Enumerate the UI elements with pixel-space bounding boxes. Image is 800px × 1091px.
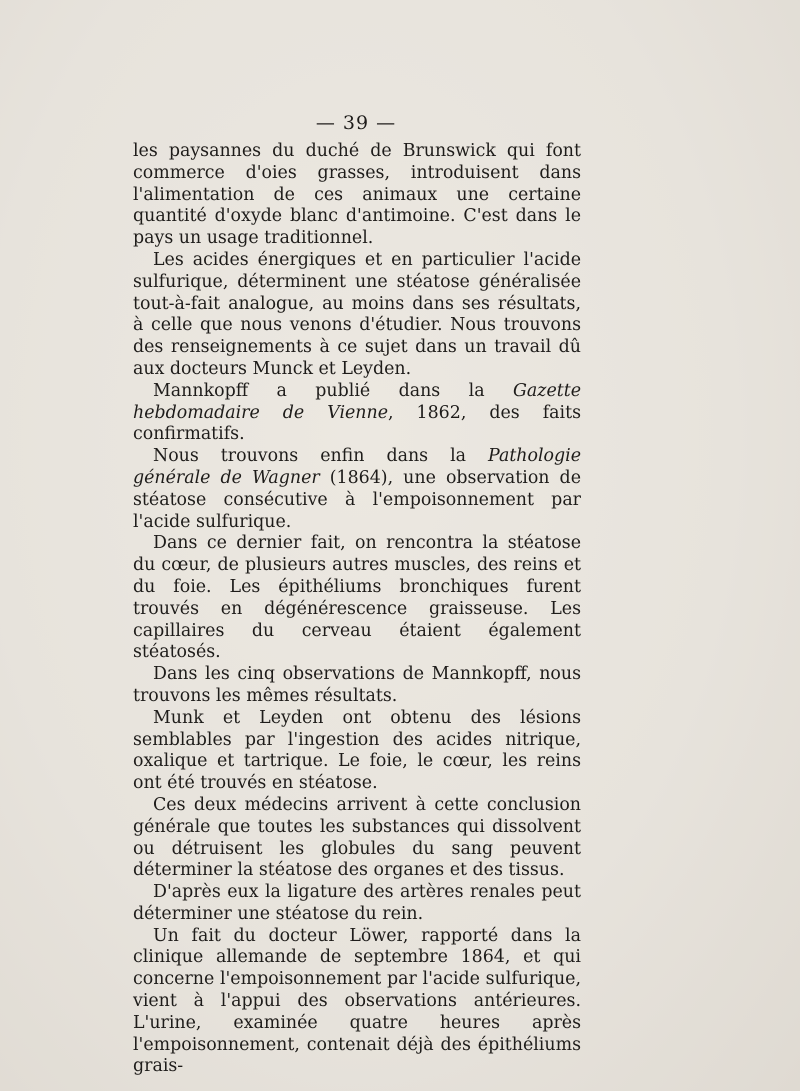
text-run: Nous trouvons enfin dans la	[153, 446, 489, 467]
text-run: Un fait du docteur Löwer, rapporté dans la clinique allemande de septembre 1864, et qui concerne l'empoisonnement par l'acide sulfurique, vient à l'appui des observations antérieures. L'urine, examinée quatre heures après l'empoisonnement, contenait déjà des épithéliums grais-	[133, 925, 581, 1077]
paragraph	[133, 664, 581, 708]
text-run: (1864), une observation de stéatose consécutive à l'empoisonnement par l'acide sulfurique.	[133, 467, 581, 532]
paragraph	[133, 141, 581, 250]
text-run: Dans ce dernier fait, on rencontra la stéatose du cœur, de plusieurs autres muscles, des reins et du foie. Les épithéliums bronchiques furent trouvés en dégénérescence graisseuse. Les capillaires du cerveau étaient également stéatosés.	[133, 533, 581, 663]
paragraph	[133, 250, 581, 381]
paragraph	[133, 926, 581, 1079]
italic-title: Gazette hebdomadaire de Vienne	[133, 380, 581, 423]
text-run: D'après eux la ligature des artères renales peut déterminer une stéatose du rein.	[133, 882, 581, 924]
paragraph	[133, 446, 581, 533]
paragraph	[133, 708, 581, 795]
text-run: Mannkopff a publié dans la	[153, 380, 514, 401]
paragraph	[133, 381, 581, 446]
text-run: Munk et Leyden ont obtenu des lésions semblables par l'ingestion des acides nitrique, oxalique et tartrique. Le foie, le cœur, les reins ont été trouvés en stéatose.	[133, 707, 581, 794]
text-run: Dans les cinq observations de Mannkopff, nous trouvons les mêmes résultats.	[133, 664, 581, 706]
paragraph	[133, 882, 581, 926]
page-number: — 39 —	[315, 112, 397, 134]
text-run: Les acides énergiques et en particulier l'acide sulfurique, déterminent une stéatose généralisée tout-à-fait analogue, au moins dans ses résultats, à celle que nous venons d'étudier. Nous trouvons des renseignements à ce sujet dans un travail dû aux docteurs Munck et Leyden.	[133, 249, 581, 379]
paragraph	[133, 533, 581, 664]
body-text	[133, 141, 581, 1078]
text-run: Ces deux médecins arrivent à cette conclusion générale que toutes les substances qui dissolvent ou détruisent les globules du sang peuvent déterminer la stéatose des organes et des tissus.	[133, 794, 581, 881]
text-run: les paysannes du duché de Brunswick qui font commerce d'oies grasses, introduisent dans l'alimentation de ces animaux une certaine quantité d'oxyde blanc d'antimoine. C'est dans le pays un usage traditionnel.	[133, 141, 581, 249]
italic-title: Pathologie générale de Wagner	[133, 446, 581, 488]
text-run: , 1862, des faits confirmatifs.	[133, 402, 581, 445]
paragraph	[133, 795, 581, 882]
